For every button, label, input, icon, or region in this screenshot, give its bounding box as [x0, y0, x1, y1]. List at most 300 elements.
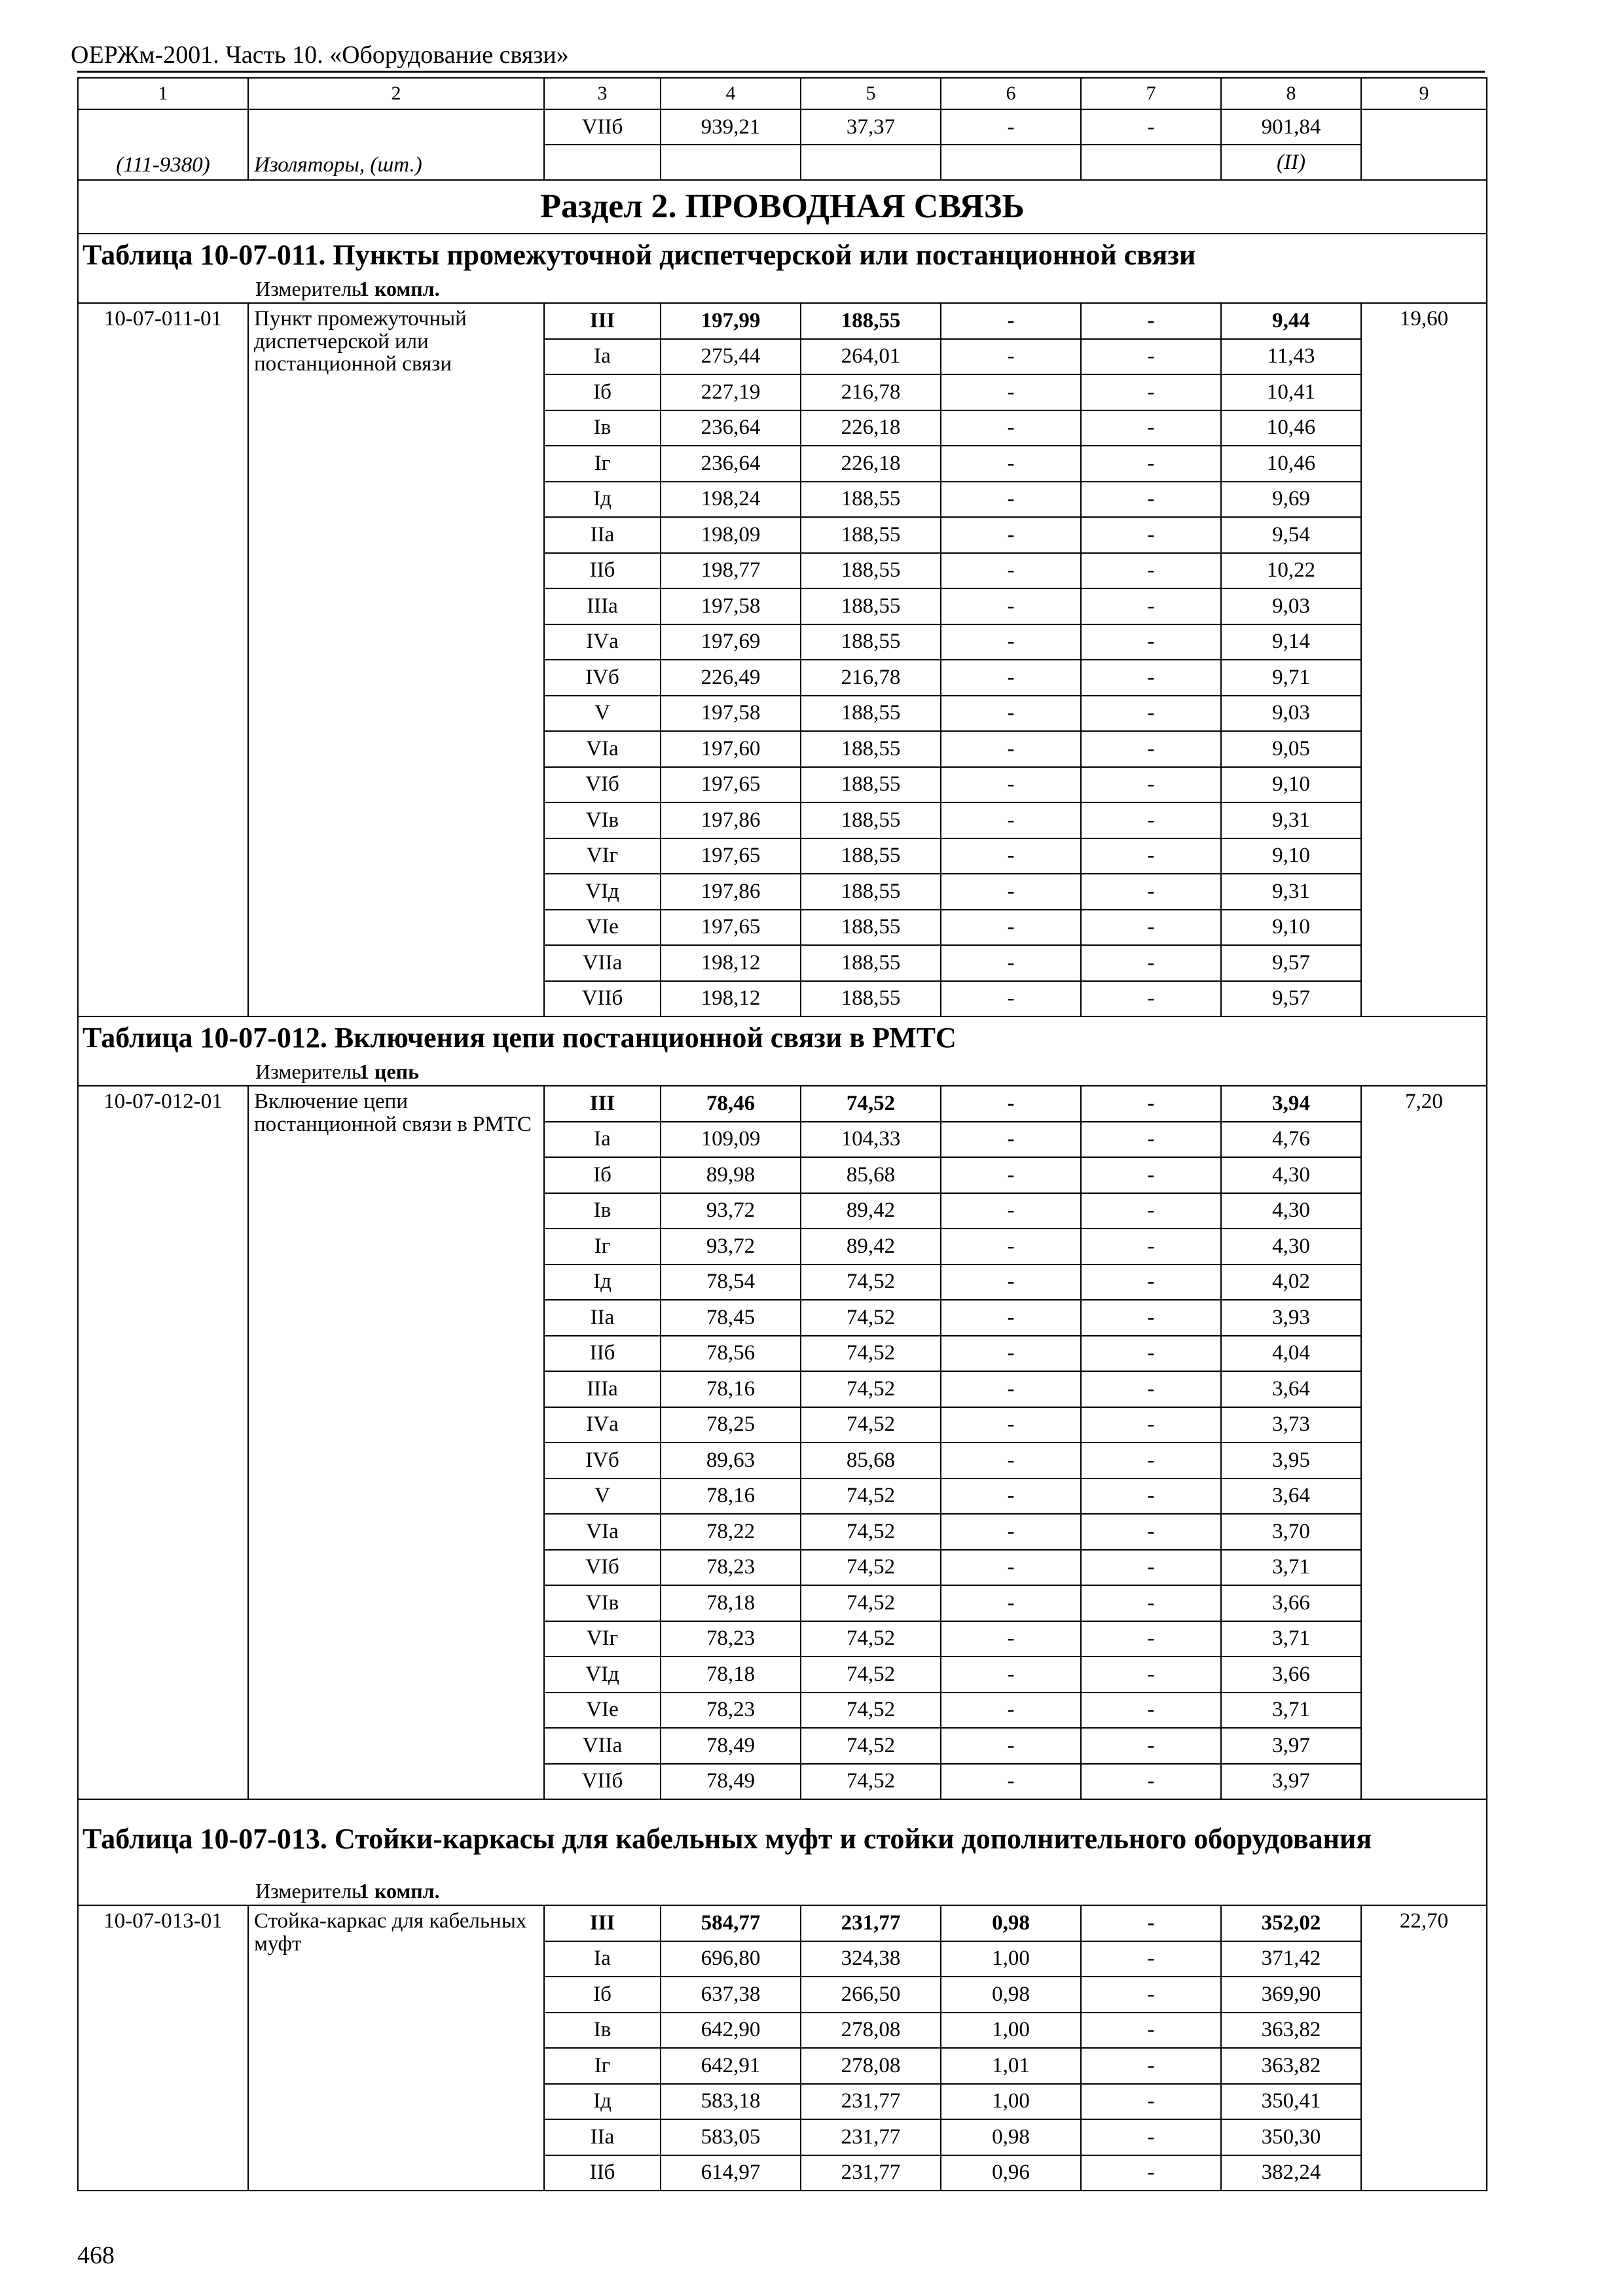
value-cell: -: [1081, 1443, 1221, 1479]
value-cell: 188,55: [801, 981, 941, 1017]
value-cell: 1,00: [941, 1941, 1081, 1977]
zone-cell: IIб: [544, 1336, 661, 1372]
value-cell: 89,63: [661, 1443, 801, 1479]
value-cell: 197,65: [661, 910, 801, 946]
zone-cell: VIд: [544, 1657, 661, 1693]
carry-over-row: [78, 109, 1487, 145]
zone-cell: Iд: [544, 2084, 661, 2120]
value-cell: -: [941, 1479, 1081, 1515]
value-cell: 198,12: [661, 945, 801, 981]
value-cell: 93,72: [661, 1229, 801, 1265]
value-cell: 11,43: [1221, 339, 1361, 375]
column-number: 9: [1361, 78, 1487, 109]
value-cell: -: [941, 767, 1081, 803]
value-cell: -: [1081, 2084, 1221, 2120]
value-cell: 10,41: [1221, 374, 1361, 410]
value-cell: 278,08: [801, 2048, 941, 2084]
meter-unit: 1 компл.: [359, 1879, 440, 1903]
value-cell: 198,09: [661, 517, 801, 553]
value-cell: 382,24: [1221, 2155, 1361, 2191]
value-cell: 614,97: [661, 2155, 801, 2191]
value-cell: -: [1081, 2119, 1221, 2155]
section-row: [78, 180, 1487, 234]
zone-cell: VIIа: [544, 945, 661, 981]
value-cell: -: [941, 1265, 1081, 1300]
value-cell: 78,49: [661, 1764, 801, 1800]
value-cell: 197,65: [661, 838, 801, 874]
value-cell: 4,76: [1221, 1122, 1361, 1158]
value-cell: -: [1081, 1585, 1221, 1621]
zone-cell: Iб: [544, 1977, 661, 2013]
value-cell: -: [1081, 945, 1221, 981]
table-title-row: [78, 1016, 1487, 1059]
value-cell: -: [941, 660, 1081, 696]
value-cell: 197,58: [661, 696, 801, 732]
value-cell: 371,42: [1221, 1941, 1361, 1977]
item-name: Пункт промежуточный диспетчерской или постанционной связи: [248, 303, 544, 1016]
table-title-row: [78, 234, 1487, 276]
estimate-table: [77, 77, 1487, 2191]
empty-cell: [1081, 145, 1221, 180]
value-cell: -: [1081, 410, 1221, 446]
value-cell: -: [1081, 1550, 1221, 1586]
empty-cell: [801, 145, 941, 180]
value-cell: 74,52: [801, 1300, 941, 1336]
value-cell: 78,18: [661, 1585, 801, 1621]
value-cell: -: [1081, 1086, 1221, 1122]
value-cell: -: [1081, 1621, 1221, 1657]
zone-cell: III: [544, 1905, 661, 1941]
zone-cell: IIа: [544, 2119, 661, 2155]
zone-cell: IVа: [544, 1407, 661, 1443]
value-cell: -: [1081, 374, 1221, 410]
value-cell: 9,31: [1221, 874, 1361, 910]
value-cell: 231,77: [801, 1905, 941, 1941]
zone-cell: VIв: [544, 802, 661, 838]
value-cell: -: [1081, 446, 1221, 482]
value-cell: -: [1081, 1371, 1221, 1407]
value-cell: 4,30: [1221, 1193, 1361, 1229]
value-cell: -: [941, 1193, 1081, 1229]
value-cell: -: [1081, 838, 1221, 874]
value-cell: 9,57: [1221, 945, 1361, 981]
value-cell: 9,54: [1221, 517, 1361, 553]
value-cell: 74,52: [801, 1336, 941, 1372]
value-cell: 9,44: [1221, 303, 1361, 339]
value-cell: 9,05: [1221, 731, 1361, 767]
value-cell: 324,38: [801, 1941, 941, 1977]
value-cell: 85,68: [801, 1157, 941, 1193]
value-cell: 901,84: [1221, 109, 1361, 145]
zone-cell: IVа: [544, 624, 661, 660]
value-cell: 350,41: [1221, 2084, 1361, 2120]
value-cell: 352,02: [1221, 1905, 1361, 1941]
value-cell: 369,90: [1221, 1977, 1361, 2013]
value-cell: 78,49: [661, 1728, 801, 1764]
zone-cell: VIб: [544, 1550, 661, 1586]
value-cell: 3,70: [1221, 1514, 1361, 1550]
value-cell: -: [1081, 874, 1221, 910]
value-cell: -: [1081, 1300, 1221, 1336]
zone-cell: Iг: [544, 446, 661, 482]
value-cell: 939,21: [661, 109, 801, 145]
value-cell: 3,64: [1221, 1479, 1361, 1515]
value-cell: -: [1081, 339, 1221, 375]
value-cell: 78,25: [661, 1407, 801, 1443]
value-cell: 74,52: [801, 1621, 941, 1657]
item-name: Включение цепи постанционной связи в РМТС: [248, 1086, 544, 1799]
value-cell: 216,78: [801, 374, 941, 410]
value-cell: 188,55: [801, 910, 941, 946]
value-cell: 264,01: [801, 339, 941, 375]
value-cell: 9,10: [1221, 838, 1361, 874]
zone-cell: Iб: [544, 1157, 661, 1193]
value-cell: 78,16: [661, 1479, 801, 1515]
value-cell: 0,98: [941, 1905, 1081, 1941]
value-cell: 188,55: [801, 553, 941, 589]
value-cell: -: [1081, 2048, 1221, 2084]
value-cell: 3,71: [1221, 1693, 1361, 1729]
value-cell: 231,77: [801, 2119, 941, 2155]
value-cell: 0,98: [941, 1977, 1081, 2013]
meter-cell: [78, 1059, 1487, 1086]
value-cell: 197,58: [661, 588, 801, 624]
value-cell: -: [1081, 1336, 1221, 1372]
value-cell: -: [1081, 1905, 1221, 1941]
value-cell: 188,55: [801, 303, 941, 339]
value-cell: 78,18: [661, 1657, 801, 1693]
value-cell: -: [941, 1728, 1081, 1764]
value-cell: -: [941, 945, 1081, 981]
value-cell: 78,45: [661, 1300, 801, 1336]
value-cell: 4,02: [1221, 1265, 1361, 1300]
value-cell: -: [1081, 1764, 1221, 1800]
zone-cell: Iв: [544, 2013, 661, 2049]
value-cell: -: [1081, 1657, 1221, 1693]
value-cell: 231,77: [801, 2084, 941, 2120]
value-cell: 266,50: [801, 1977, 941, 2013]
value-cell: 78,23: [661, 1550, 801, 1586]
value-cell: 642,90: [661, 2013, 801, 2049]
value-cell: 583,18: [661, 2084, 801, 2120]
value-cell: 1,01: [941, 2048, 1081, 2084]
value-cell: -: [941, 981, 1081, 1017]
value-cell: -: [941, 517, 1081, 553]
zone-cell: Iв: [544, 410, 661, 446]
zone-cell: IVб: [544, 1443, 661, 1479]
meter-cell: [78, 276, 1487, 303]
column-number-row: [78, 78, 1487, 109]
value-cell: 3,93: [1221, 1300, 1361, 1336]
value-cell: -: [1081, 1941, 1221, 1977]
value-cell: 231,77: [801, 2155, 941, 2191]
value-cell: -: [1081, 696, 1221, 732]
section-title: Раздел 2. ПРОВОДНАЯ СВЯЗЬ: [78, 180, 1487, 234]
value-cell: 85,68: [801, 1443, 941, 1479]
zone-cell: Iд: [544, 1265, 661, 1300]
value-cell: -: [1081, 660, 1221, 696]
zone-cell: VIа: [544, 1514, 661, 1550]
zone-cell: IIб: [544, 2155, 661, 2191]
value-cell: -: [1081, 303, 1221, 339]
value-cell: 89,42: [801, 1229, 941, 1265]
value-cell: 74,52: [801, 1550, 941, 1586]
value-cell: -: [1081, 767, 1221, 803]
value-cell: 4,30: [1221, 1229, 1361, 1265]
value-cell: 74,52: [801, 1265, 941, 1300]
value-cell: 4,30: [1221, 1157, 1361, 1193]
value-cell: 3,97: [1221, 1728, 1361, 1764]
value-cell: -: [941, 874, 1081, 910]
value-cell: 3,95: [1221, 1443, 1361, 1479]
value-cell: -: [1081, 1157, 1221, 1193]
value-cell: 236,64: [661, 410, 801, 446]
value-cell: -: [1081, 731, 1221, 767]
column-number: 6: [941, 78, 1081, 109]
column-number: 4: [661, 78, 801, 109]
value-cell: 227,19: [661, 374, 801, 410]
zone-cell: VIв: [544, 1585, 661, 1621]
value-cell: 9,57: [1221, 981, 1361, 1017]
value-cell: 3,64: [1221, 1371, 1361, 1407]
value-cell: 226,18: [801, 410, 941, 446]
zone-cell: Iа: [544, 1941, 661, 1977]
value-cell: -: [941, 109, 1081, 145]
zone-cell: Iг: [544, 2048, 661, 2084]
value-cell: 78,54: [661, 1265, 801, 1300]
value-cell: -: [941, 1693, 1081, 1729]
value-cell: -: [1081, 588, 1221, 624]
value-cell: -: [941, 1443, 1081, 1479]
zone-cell: VIб: [544, 767, 661, 803]
value-cell: -: [1081, 2013, 1221, 2049]
value-cell: 363,82: [1221, 2013, 1361, 2049]
zone-cell: VIIб: [544, 109, 661, 145]
zone-cell: Iа: [544, 339, 661, 375]
value-cell: -: [1081, 109, 1221, 145]
value-cell: 4,04: [1221, 1336, 1361, 1372]
value-cell: 637,38: [661, 1977, 801, 2013]
value-cell: 275,44: [661, 339, 801, 375]
zone-cell: Iд: [544, 482, 661, 518]
value-cell: 10,46: [1221, 446, 1361, 482]
table-row: [78, 1905, 1487, 1941]
value-cell: 9,03: [1221, 696, 1361, 732]
value-cell: 9,71: [1221, 660, 1361, 696]
value-cell: 197,86: [661, 802, 801, 838]
value-cell: 3,66: [1221, 1657, 1361, 1693]
value-cell: 584,77: [661, 1905, 801, 1941]
zone-cell: III: [544, 1086, 661, 1122]
value-cell: 188,55: [801, 838, 941, 874]
value-cell: -: [1081, 2155, 1221, 2191]
zone-cell: V: [544, 1479, 661, 1515]
value-cell: -: [941, 1229, 1081, 1265]
value-cell: 642,91: [661, 2048, 801, 2084]
value-cell: 74,52: [801, 1585, 941, 1621]
value-cell: 236,64: [661, 446, 801, 482]
value-cell: -: [941, 1300, 1081, 1336]
empty-cell: [544, 145, 661, 180]
meter-label: Измеритель:: [255, 1879, 367, 1903]
value-cell: -: [941, 1764, 1081, 1800]
value-cell: -: [941, 1657, 1081, 1693]
zone-cell: VIIб: [544, 1764, 661, 1800]
zone-cell: IIб: [544, 553, 661, 589]
table-row: [78, 1086, 1487, 1122]
value-cell: 109,09: [661, 1122, 801, 1158]
carry-over-code: (111-9380): [78, 109, 248, 180]
value-cell: -: [941, 1086, 1081, 1122]
zone-cell: V: [544, 696, 661, 732]
value-cell: 0,96: [941, 2155, 1081, 2191]
value-cell: 78,56: [661, 1336, 801, 1372]
value-cell: -: [941, 446, 1081, 482]
zone-cell: VIIа: [544, 1728, 661, 1764]
value-cell: 1,00: [941, 2084, 1081, 2120]
value-cell: 9,03: [1221, 588, 1361, 624]
column-number: 2: [248, 78, 544, 109]
zone-cell: VIе: [544, 910, 661, 946]
value-cell: 188,55: [801, 624, 941, 660]
zone-cell: VIд: [544, 874, 661, 910]
value-cell: 1,00: [941, 2013, 1081, 2049]
value-cell: 188,55: [801, 517, 941, 553]
value-cell: -: [941, 1336, 1081, 1372]
value-cell: 78,22: [661, 1514, 801, 1550]
value-cell: 3,94: [1221, 1086, 1361, 1122]
value-cell: 188,55: [801, 767, 941, 803]
item-code: 10-07-012-01: [78, 1086, 248, 1799]
col9-value: 19,60: [1361, 303, 1487, 1016]
value-cell: 188,55: [801, 802, 941, 838]
value-cell: -: [1081, 553, 1221, 589]
value-cell: -: [941, 303, 1081, 339]
value-cell: -: [941, 910, 1081, 946]
page-header: ОЕРЖм-2001. Часть 10. «Оборудование связи»: [71, 41, 569, 69]
value-cell: -: [1081, 624, 1221, 660]
value-cell: -: [941, 1514, 1081, 1550]
value-cell: -: [941, 1550, 1081, 1586]
value-cell: 74,52: [801, 1086, 941, 1122]
zone-cell: VIе: [544, 1693, 661, 1729]
meter-row: [78, 1878, 1487, 1905]
zone-cell: IIIа: [544, 588, 661, 624]
value-cell: -: [941, 1585, 1081, 1621]
value-cell: 89,98: [661, 1157, 801, 1193]
value-cell: -: [941, 410, 1081, 446]
value-cell: 3,66: [1221, 1585, 1361, 1621]
meter-unit: 1 цепь: [359, 1060, 419, 1084]
zone-cell: VIг: [544, 838, 661, 874]
value-cell: 188,55: [801, 945, 941, 981]
item-name: Стойка-каркас для кабельных муфт: [248, 1905, 544, 2191]
value-cell: -: [1081, 1265, 1221, 1300]
value-cell: 188,55: [801, 696, 941, 732]
value-cell: -: [941, 1122, 1081, 1158]
meter-cell: [78, 1878, 1487, 1905]
value-cell: -: [1081, 981, 1221, 1017]
value-cell: 9,10: [1221, 910, 1361, 946]
column-number: 1: [78, 78, 248, 109]
zone-cell: IIIа: [544, 1371, 661, 1407]
value-cell: 198,24: [661, 482, 801, 518]
value-cell: 37,37: [801, 109, 941, 145]
value-cell: 226,49: [661, 660, 801, 696]
zone-cell: III: [544, 303, 661, 339]
value-cell: 74,52: [801, 1479, 941, 1515]
value-cell: -: [941, 696, 1081, 732]
value-cell: 10,46: [1221, 410, 1361, 446]
value-cell: 3,71: [1221, 1550, 1361, 1586]
item-code: 10-07-011-01: [78, 303, 248, 1016]
value-cell: 0,98: [941, 2119, 1081, 2155]
meter-label: Измеритель:: [255, 1060, 367, 1084]
value-cell: -: [941, 482, 1081, 518]
value-cell: -: [941, 838, 1081, 874]
value-cell: 74,52: [801, 1764, 941, 1800]
zone-cell: IVб: [544, 660, 661, 696]
value-cell: 188,55: [801, 731, 941, 767]
table-row: [78, 303, 1487, 339]
value-cell: -: [941, 553, 1081, 589]
column-number: 8: [1221, 78, 1361, 109]
empty-cell: [1361, 109, 1487, 180]
value-cell: 74,52: [801, 1728, 941, 1764]
value-cell: -: [941, 624, 1081, 660]
value-cell: -: [941, 1157, 1081, 1193]
value-cell: 89,42: [801, 1193, 941, 1229]
value-cell: -: [1081, 1229, 1221, 1265]
value-cell: -: [1081, 1479, 1221, 1515]
zone-cell: IIа: [544, 517, 661, 553]
value-cell: 78,46: [661, 1086, 801, 1122]
carry-over-name: Изоляторы, (шт.): [248, 109, 544, 180]
value-cell: 198,12: [661, 981, 801, 1017]
meter-label: Измеритель:: [255, 277, 367, 301]
zone-cell: Iа: [544, 1122, 661, 1158]
empty-cell: [661, 145, 801, 180]
zone-cell: Iг: [544, 1229, 661, 1265]
col9-value: 22,70: [1361, 1905, 1487, 2191]
value-cell: -: [1081, 1193, 1221, 1229]
zone-cell: VIIб: [544, 981, 661, 1017]
value-cell: 9,10: [1221, 767, 1361, 803]
meter-row: [78, 276, 1487, 303]
value-cell: 74,52: [801, 1693, 941, 1729]
value-cell: 93,72: [661, 1193, 801, 1229]
table-title: Таблица 10-07-011. Пункты промежуточной диспетчерской или постанционной связи: [78, 234, 1487, 276]
empty-cell: [941, 145, 1081, 180]
meter-unit: 1 компл.: [359, 277, 440, 301]
value-cell: 74,52: [801, 1657, 941, 1693]
table-title-row: [78, 1799, 1487, 1878]
value-cell: 188,55: [801, 482, 941, 518]
value-cell: 197,65: [661, 767, 801, 803]
value-cell: -: [1081, 910, 1221, 946]
value-cell: 74,52: [801, 1514, 941, 1550]
value-cell: 197,86: [661, 874, 801, 910]
value-cell: 74,52: [801, 1371, 941, 1407]
value-cell: -: [941, 588, 1081, 624]
value-cell: 74,52: [801, 1407, 941, 1443]
zone-cell: Iб: [544, 374, 661, 410]
value-cell: -: [1081, 482, 1221, 518]
value-cell: 188,55: [801, 588, 941, 624]
table-title: Таблица 10-07-013. Стойки-каркасы для кабельных муфт и стойки дополнительного оборудования: [78, 1799, 1487, 1878]
value-cell: 9,31: [1221, 802, 1361, 838]
value-cell: 3,73: [1221, 1407, 1361, 1443]
